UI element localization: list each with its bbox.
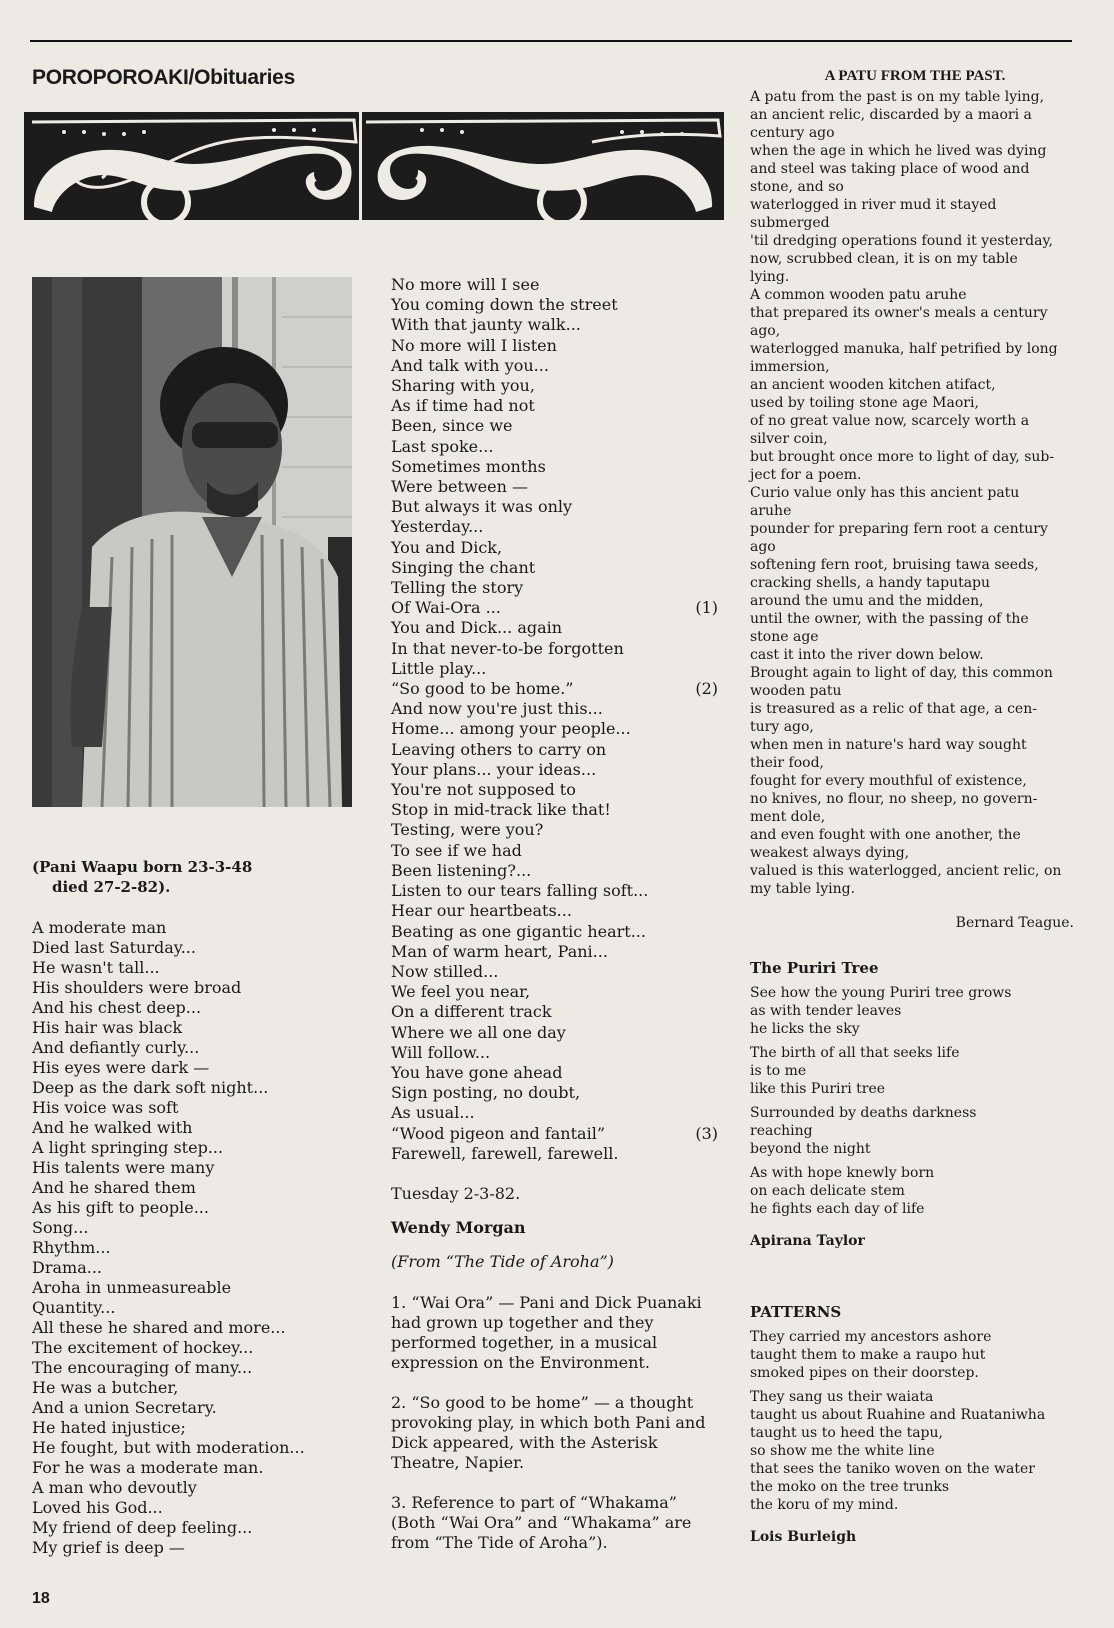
patu-line: of no great value now, scarcely worth a <box>750 413 1030 429</box>
poem1-line: His hair was black <box>32 1018 183 1037</box>
footnote-ref: (3) <box>695 1123 718 1143</box>
poem1-line: Died last Saturday... <box>32 938 196 957</box>
page-number: 18 <box>32 1590 50 1607</box>
patu-line: until the owner, with the passing of the <box>750 611 1029 627</box>
poem1-line: A moderate man <box>32 918 167 937</box>
poem2-line: Of Wai-Ora ... <box>391 598 501 618</box>
puriri-title: The Puriri Tree <box>750 959 879 977</box>
poem2-line: To see if we had <box>391 840 522 860</box>
patu-line: but brought once more to light of day, sub- <box>750 449 1055 465</box>
patterns-stanza <box>750 1328 1080 1382</box>
puriri-line: See how the young Puriri tree grows <box>750 985 1012 1001</box>
patterns-author: Lois Burleigh <box>750 1529 857 1545</box>
poem2-line: Man of warm heart, Pani... <box>391 941 608 961</box>
poem1-line: And his chest deep... <box>32 998 202 1017</box>
poem2-line: Been listening?... <box>391 860 532 880</box>
poem1-line: My friend of deep feeling... <box>32 1518 253 1537</box>
patu-line: when men in nature's hard way sought <box>750 737 1027 753</box>
patu-line: A patu from the past is on my table lying, <box>750 89 1045 105</box>
patu-line: my table lying. <box>750 881 856 897</box>
poem1-line: His talents were many <box>32 1158 215 1177</box>
poem2-line: Were between — <box>391 477 528 497</box>
poem2-line: No more will I see <box>391 275 540 294</box>
patu-author: Bernard Teague. <box>955 915 1074 931</box>
right-column <box>750 66 1080 1546</box>
poem2-line: Yesterday... <box>391 517 484 537</box>
poem2-line: You're not supposed to <box>391 780 576 800</box>
patterns-line: so show me the white line <box>750 1443 935 1459</box>
patu-line: stone, and so <box>750 179 844 195</box>
poem2-line: And talk with you... <box>391 355 549 375</box>
patu-line: lying. <box>750 269 790 285</box>
patu-line: used by toiling stone age Maori, <box>750 395 979 411</box>
footnote: 2. “So good to be home” — a thought provoking play, in which both Pani and Dick appeared, with the Asterisk Theatre, Napier. <box>391 1392 706 1472</box>
patu-line: softening fern root, bruising tawa seeds, <box>750 557 1039 573</box>
poem1-line: And a union Secretary. <box>32 1398 217 1417</box>
poem2-line: Testing, were you? <box>391 820 544 840</box>
poem2-line: On a different track <box>391 1002 552 1022</box>
poem1-line: He was a butcher, <box>32 1378 179 1397</box>
patterns-line: They carried my ancestors ashore <box>750 1329 992 1345</box>
poem1-line: My grief is deep — <box>32 1538 185 1557</box>
patu-line: ment dole, <box>750 809 826 825</box>
puriri-author: Apirana Taylor <box>750 1233 865 1249</box>
patu-line: tury ago, <box>750 719 814 735</box>
patu-line: fought for every mouthful of existence, <box>750 773 1027 789</box>
poem2-line: And now you're just this... <box>391 699 603 719</box>
poem2-line: Home... among your people... <box>391 719 631 739</box>
patu-line: ago <box>750 539 776 555</box>
poem1-line: As his gift to people... <box>32 1198 209 1217</box>
poem1-line: A light springing step... <box>32 1138 224 1157</box>
kowhaiwhai-banner-left <box>24 112 359 220</box>
poem2-line: Sharing with you, <box>391 376 535 396</box>
poem2-line: No more will I listen <box>391 335 557 355</box>
poem2-line: You and Dick... again <box>391 618 563 638</box>
poem1-line: His shoulders were broad <box>32 978 242 997</box>
patu-line: stone age <box>750 629 819 645</box>
poem2-line: Telling the story <box>391 578 524 598</box>
puriri-line: beyond the night <box>750 1141 871 1157</box>
patterns-line: taught us about Ruahine and Ruataniwha <box>750 1407 1046 1423</box>
patterns-line: that sees the taniko woven on the water <box>750 1461 1035 1477</box>
patu-line: immersion, <box>750 359 830 375</box>
puriri-line: he licks the sky <box>750 1021 860 1037</box>
patterns-line: the moko on the tree trunks <box>750 1479 950 1495</box>
poem1-line: The encouraging of many... <box>32 1358 253 1377</box>
poem2-line: Last spoke... <box>391 436 494 456</box>
poem1-line: Rhythm... <box>32 1238 111 1257</box>
puriri-stanza <box>750 984 1080 1038</box>
patu-line: an ancient relic, discarded by a maori a <box>750 107 1032 123</box>
patu-line: now, scrubbed clean, it is on my table <box>750 251 1018 267</box>
patu-line: submerged <box>750 215 830 231</box>
header-rule <box>30 40 1072 42</box>
poem2-line-with-ref <box>391 679 718 699</box>
poem1-line: All these he shared and more... <box>32 1318 286 1337</box>
patu-line: waterlogged manuka, half petrified by long <box>750 341 1058 357</box>
patu-line: weakest always dying, <box>750 845 910 861</box>
poem2-line: We feel you near, <box>391 982 531 1002</box>
poem2-line: “So good to be home.” <box>391 679 574 699</box>
poem2-line: You and Dick, <box>391 537 503 557</box>
poem2-line: You coming down the street <box>391 295 618 315</box>
patu-line: no knives, no flour, no sheep, no govern- <box>750 791 1038 807</box>
footnote-ref: (2) <box>695 679 718 699</box>
poem1-line: Quantity... <box>32 1298 116 1317</box>
poem2-line: Hear our heartbeats... <box>391 901 572 921</box>
poem-moderate-man <box>32 918 362 1558</box>
poem1-line: His voice was soft <box>32 1098 179 1117</box>
patu-line: their food, <box>750 755 824 771</box>
photo-caption <box>32 857 362 897</box>
poem1-line: A man who devoutly <box>32 1478 197 1497</box>
poem2-line: Sign posting, no doubt, <box>391 1083 581 1103</box>
patu-line: valued is this waterlogged, ancient relic, on <box>750 863 1062 879</box>
poem2-line: You have gone ahead <box>391 1062 563 1082</box>
puriri-line: Surrounded by deaths darkness <box>750 1105 977 1121</box>
patterns-line: the koru of my mind. <box>750 1497 899 1513</box>
footnote-ref: (1) <box>695 598 718 618</box>
poem1-line: His eyes were dark — <box>32 1058 210 1077</box>
patu-line: ject for a poem. <box>750 467 862 483</box>
poem2-line: As usual... <box>391 1103 475 1123</box>
patu-line: and steel was taking place of wood and <box>750 161 1030 177</box>
patu-line: cracking shells, a handy taputapu <box>750 575 991 591</box>
puriri-line: on each delicate stem <box>750 1183 905 1199</box>
poem1-line: Aroha in unmeasureable <box>32 1278 232 1297</box>
patu-line: 'til dredging operations found it yesterday, <box>750 233 1053 249</box>
patu-title: A PATU FROM THE PAST. <box>824 68 1006 84</box>
patu-line: and even fought with one another, the <box>750 827 1021 843</box>
footnote: 3. Reference to part of “Whakama” (Both “Wai Ora” and “Whakama” are from “The Tide of Aroha”). <box>391 1492 692 1552</box>
poem2-line: Been, since we <box>391 416 513 436</box>
puriri-line: As with hope knewly born <box>750 1165 935 1181</box>
patu-line: Brought again to light of day, this common <box>750 665 1053 681</box>
poem1-line: He hated injustice; <box>32 1418 186 1437</box>
poem1-line: And he shared them <box>32 1178 196 1197</box>
portrait-photo <box>32 277 352 807</box>
poem1-line: And he walked with <box>32 1118 193 1137</box>
patterns-stanza <box>750 1388 1080 1514</box>
poem2-line: With that jaunty walk... <box>391 315 581 335</box>
puriri-line: is to me <box>750 1063 807 1079</box>
poem2-line: Stop in mid-track like that! <box>391 800 611 820</box>
poem2-author: Wendy Morgan <box>391 1218 526 1238</box>
patu-line: around the umu and the midden, <box>750 593 984 609</box>
patu-line: waterlogged in river mud it stayed <box>750 197 997 213</box>
poem1-line: He fought, but with moderation... <box>32 1438 305 1457</box>
poem1-line: Loved his God... <box>32 1498 163 1517</box>
poem2-date: Tuesday 2-3-82. <box>391 1183 521 1203</box>
poem-farewell <box>391 275 721 1553</box>
footnote: 1. “Wai Ora” — Pani and Dick Puanaki had grown up together and they performed together, in a musical expression on the Environment. <box>391 1292 702 1372</box>
puriri-stanza <box>750 1044 1080 1098</box>
poem2-line-with-ref <box>391 598 718 618</box>
poem1-line: Drama... <box>32 1258 102 1277</box>
poem2-line-with-ref <box>391 1124 718 1144</box>
puriri-stanza <box>750 1164 1080 1218</box>
poem2-line: Leaving others to carry on <box>391 739 607 759</box>
poem2-line: Listen to our tears falling soft... <box>391 881 649 901</box>
patu-line: silver coin, <box>750 431 828 447</box>
puriri-line: he fights each day of life <box>750 1201 925 1217</box>
poem1-line: Deep as the dark soft night... <box>32 1078 269 1097</box>
poem1-line: And defiantly curly... <box>32 1038 200 1057</box>
poem2-line: Will follow... <box>391 1042 491 1062</box>
caption-line-1: (Pani Waapu born 23-3-48 <box>32 858 253 876</box>
poem2-line: Sometimes months <box>391 456 546 476</box>
patu-line: century ago <box>750 125 835 141</box>
puriri-line: The birth of all that seeks life <box>750 1045 960 1061</box>
poem2-line: But always it was only <box>391 497 573 517</box>
patterns-title: PATTERNS <box>750 1303 842 1321</box>
puriri-stanza <box>750 1104 1080 1158</box>
kowhaiwhai-banner-right <box>362 112 724 220</box>
patu-line: is treasured as a relic of that age, a cen- <box>750 701 1037 717</box>
poem2-line: Now stilled... <box>391 961 499 981</box>
poem2-line: Farewell, farewell, farewell. <box>391 1143 619 1163</box>
puriri-line: as with tender leaves <box>750 1003 902 1019</box>
patu-line: an ancient wooden kitchen atifact, <box>750 377 996 393</box>
patterns-line: taught us to heed the tapu, <box>750 1425 943 1441</box>
poem1-line: He wasn't tall... <box>32 958 160 977</box>
patu-line: ago, <box>750 323 781 339</box>
patu-line: that prepared its owner's meals a century <box>750 305 1048 321</box>
section-title: POROPOROAKI/Obituaries <box>32 66 295 89</box>
poem2-line: In that never-to-be forgotten <box>391 638 624 658</box>
patu-line: wooden patu <box>750 683 842 699</box>
patterns-line: smoked pipes on their doorstep. <box>750 1365 979 1381</box>
footnotes <box>391 1293 721 1553</box>
poem2-line: Beating as one gigantic heart... <box>391 921 646 941</box>
patu-line: when the age in which he lived was dying <box>750 143 1047 159</box>
poem1-line: For he was a moderate man. <box>32 1458 264 1477</box>
poem1-line: Song... <box>32 1218 89 1237</box>
patu-line: aruhe <box>750 503 792 519</box>
patu-line: Curio value only has this ancient patu <box>750 485 1020 501</box>
poem2-line: Little play... <box>391 658 487 678</box>
poem2-line: Where we all one day <box>391 1022 566 1042</box>
poem2-line: Singing the chant <box>391 557 536 577</box>
poem2-line: “Wood pigeon and fantail” <box>391 1123 605 1143</box>
poem1-line: The excitement of hockey... <box>32 1338 254 1357</box>
puriri-line: reaching <box>750 1123 813 1139</box>
poem2-line: As if time had not <box>391 396 535 416</box>
patu-line: A common wooden patu aruhe <box>750 287 967 303</box>
poem2-source: (From “The Tide of Aroha”) <box>391 1252 614 1272</box>
patu-line: cast it into the river down below. <box>750 647 984 663</box>
puriri-line: like this Puriri tree <box>750 1081 886 1097</box>
poem2-line: Your plans... your ideas... <box>391 759 597 779</box>
patterns-line: taught them to make a raupo hut <box>750 1347 986 1363</box>
patu-line: pounder for preparing fern root a century <box>750 521 1048 537</box>
caption-line-2: died 27-2-82). <box>52 878 171 896</box>
patterns-line: They sang us their waiata <box>750 1389 934 1405</box>
